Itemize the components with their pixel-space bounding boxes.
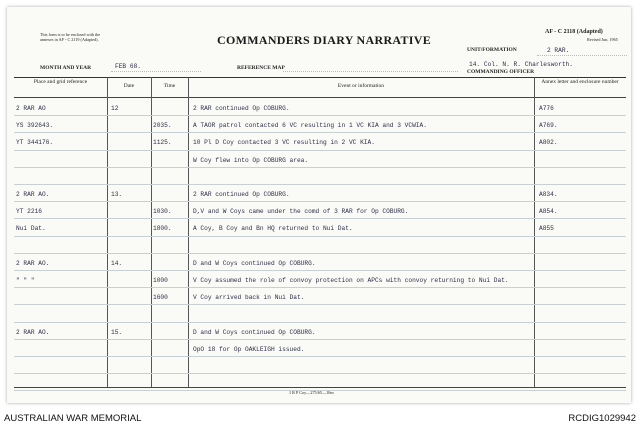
row-10-time: 1000 bbox=[153, 277, 168, 284]
row-rule bbox=[14, 270, 626, 271]
unit-value: 2 RAR. bbox=[547, 47, 570, 54]
row-9-date: 14. bbox=[111, 259, 123, 267]
row-10-place: " " " bbox=[16, 277, 35, 284]
row-2-place: YT 344176. bbox=[16, 139, 54, 147]
row-9-place: 2 RAR AO. bbox=[16, 259, 50, 267]
reference-map-label: REFERENCE MAP bbox=[237, 65, 285, 71]
row-rule bbox=[14, 322, 626, 323]
col-header-time: Time bbox=[163, 83, 176, 89]
row-14-event: OpO 18 for Op OAKLEIGH issued. bbox=[193, 345, 305, 353]
reference-map-underline bbox=[283, 71, 458, 72]
row-rule bbox=[14, 253, 626, 254]
row-2-event: 10 Pl D Coy contacted 3 VC resulting in 2 VC KIA. bbox=[193, 139, 375, 147]
enclosure-notice-line-2: annexes in AF - C 2119 (Adapted). bbox=[40, 37, 99, 42]
row-6-time: 1030. bbox=[153, 208, 172, 216]
table-bottom-border bbox=[14, 387, 626, 388]
row-rule bbox=[14, 184, 626, 185]
col-divider-1 bbox=[107, 77, 108, 387]
row-0-date: 12 bbox=[111, 105, 119, 112]
form-id: AF - C 2118 (Adapted) bbox=[545, 29, 603, 35]
row-2-time: 1125. bbox=[153, 139, 172, 147]
row-13-date: 15. bbox=[111, 328, 123, 336]
row-rule bbox=[14, 218, 626, 219]
col-header-place: Place and grid reference bbox=[33, 79, 88, 85]
row-6-place: YT 2216 bbox=[16, 208, 42, 216]
row-13-event: D and W Coys continued Op COBURG. bbox=[193, 328, 316, 336]
row-3-event: W Coy flew into Op COBURG area. bbox=[193, 156, 309, 164]
row-1-time: 2035. bbox=[153, 122, 172, 130]
col-header-date: Date bbox=[123, 83, 135, 89]
row-1-event: A TAOR patrol contacted 6 VC resulting in 1 VC KIA and 3 VCWIA. bbox=[193, 122, 427, 130]
row-10-event: V Coy assumed the role of convoy protection on APCs with convoy returning to Nui Dat. bbox=[193, 277, 509, 284]
row-11-time: 1600 bbox=[153, 294, 168, 302]
footer-id: RCDIG1029942 bbox=[568, 413, 636, 424]
row-2-annex: A802. bbox=[539, 139, 558, 147]
row-7-place: Nui Dat. bbox=[16, 225, 46, 233]
row-5-place: 2 RAR AO. bbox=[16, 191, 50, 198]
row-rule bbox=[14, 115, 626, 116]
row-rule bbox=[14, 167, 626, 168]
row-6-event: D,V and W Coys came under the comd of 3 RAR for Op COBURG. bbox=[193, 208, 409, 216]
row-1-place: YS 392643. bbox=[16, 122, 54, 130]
row-13-place: 2 RAR AO. bbox=[16, 328, 50, 336]
print-note: 1 R P Coy—275/65—10m bbox=[289, 390, 334, 395]
row-rule bbox=[14, 201, 626, 202]
row-5-date: 13. bbox=[111, 191, 123, 198]
row-rule bbox=[14, 356, 626, 357]
row-0-place: 2 RAR AO bbox=[16, 105, 46, 112]
row-7-annex: A855 bbox=[539, 225, 554, 233]
row-7-time: 1800. bbox=[153, 225, 172, 233]
col-header-annex: Annex letter and enclosure number bbox=[541, 79, 619, 85]
col-divider-2 bbox=[151, 77, 152, 387]
row-1-annex: A769. bbox=[539, 122, 558, 130]
row-9-event: D and W Coys continued Op COBURG. bbox=[193, 259, 316, 267]
row-0-event: 2 RAR continued Op COBURG. bbox=[193, 105, 290, 112]
row-0-annex: A776 bbox=[539, 105, 554, 112]
unit-underline bbox=[537, 55, 627, 56]
month-year-value: FEB 68. bbox=[115, 63, 141, 70]
diary-page bbox=[7, 7, 631, 403]
row-rule bbox=[14, 150, 626, 151]
row-rule bbox=[14, 287, 626, 288]
row-5-annex: A834. bbox=[539, 191, 558, 198]
row-rule bbox=[14, 373, 626, 374]
row-rule bbox=[14, 132, 626, 133]
month-year-label: MONTH AND YEAR bbox=[40, 65, 92, 71]
row-7-event: A Coy, B Coy and Bn HQ returned to Nui Dat. bbox=[193, 225, 353, 233]
row-5-event: 2 RAR continued Op COBURG. bbox=[193, 191, 290, 198]
unit-label: UNIT/FORMATION bbox=[467, 47, 517, 53]
col-divider-4 bbox=[534, 77, 535, 387]
footer-source: AUSTRALIAN WAR MEMORIAL bbox=[4, 413, 142, 424]
commanding-officer-label: COMMANDING OFFICER bbox=[467, 69, 535, 75]
col-header-event: Event or information bbox=[337, 83, 385, 89]
row-11-event: V Coy arrived back in Nui Dat. bbox=[193, 294, 305, 302]
enclosure-notice bbox=[40, 32, 100, 42]
page-title: COMMANDERS DIARY NARRATIVE bbox=[217, 33, 432, 47]
revised-date: Revised Jun, 1965 bbox=[587, 37, 618, 42]
month-year-underline bbox=[111, 71, 201, 72]
row-rule bbox=[14, 304, 626, 305]
col-divider-3 bbox=[188, 77, 189, 387]
row-6-annex: A854. bbox=[539, 208, 558, 216]
row-rule bbox=[14, 339, 626, 340]
row-rule bbox=[14, 236, 626, 237]
enclosure-notice-line-1: This form is to be enclosed with the bbox=[40, 32, 101, 37]
commanding-officer-value: 14. Col. N. R. Charlesworth. bbox=[469, 61, 573, 68]
